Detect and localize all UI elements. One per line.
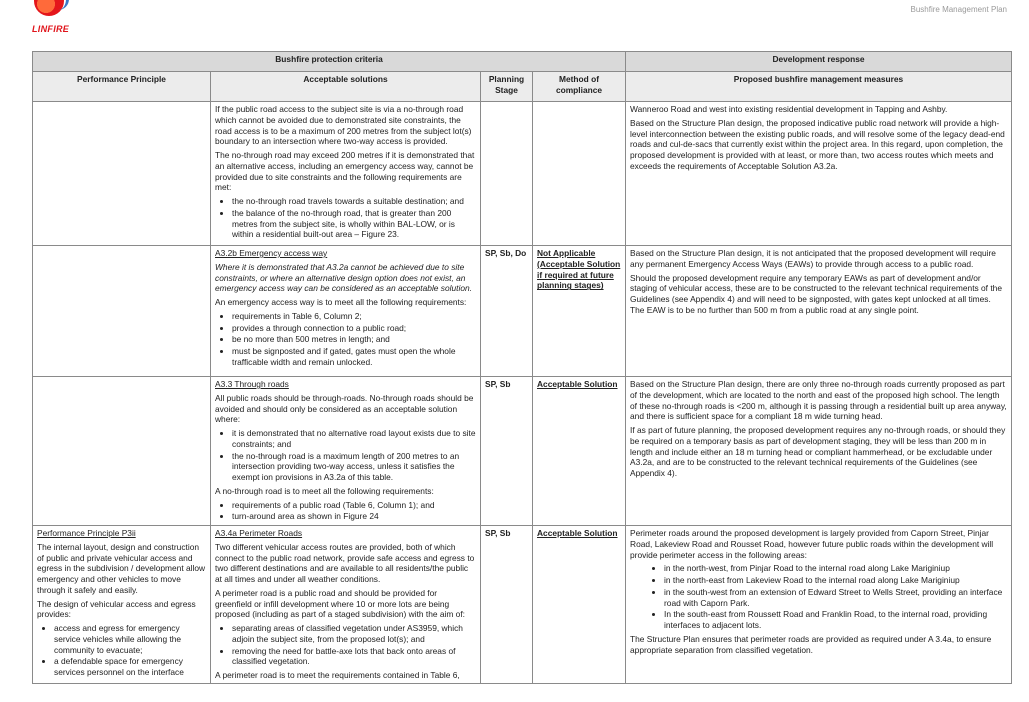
stage-column-header: Planning Stage [481, 72, 533, 102]
list-item: • requirements of a public road (Table 6, Column 1); and [232, 500, 476, 511]
list-item: • in the south-west from an extension of Edward Street to Wells Street, providing an interface road with Caporn Park. [664, 587, 1007, 609]
solution-text: All public roads should be through-roads. No-through roads should be avoided and should only be considered as an acceptable solution where: [215, 392, 474, 425]
list-item: • separating areas of classified vegetation under AS3959, which adjoin the subject site, from the proposed lot(s); and [232, 623, 476, 645]
solution-list [215, 623, 476, 667]
list-item: • In the south-east from Roussett Road and Franklin Road, to the internal road, providing interfaces to adjacent lots. [664, 609, 1007, 631]
solution-list [215, 311, 476, 368]
principle-column-header: Performance Principle [33, 72, 211, 102]
stage-cell: SP, Sb [481, 377, 533, 526]
method-cell [533, 102, 626, 246]
measures-column-header: Proposed bushfire management measures [626, 72, 1012, 102]
measures-cell [626, 246, 1012, 377]
list-item: • a defendable space for emergency services personnel on the interface [54, 656, 206, 678]
solutions-column-header: Acceptable solutions [211, 72, 481, 102]
list-item: • requirements in Table 6, Column 2; [232, 311, 476, 322]
solution-title: A3.2b Emergency access way [215, 248, 328, 258]
solution-text: An emergency access way is to meet all the following requirements: [215, 297, 467, 307]
measures-cell [626, 377, 1012, 526]
solutions-cell [211, 246, 481, 377]
group-header-row [33, 52, 1012, 72]
measures-cell [626, 102, 1012, 246]
solutions-cell [211, 102, 481, 246]
table-row [33, 377, 1012, 526]
solution-list [215, 500, 476, 523]
criteria-group-header: Bushfire protection criteria [33, 52, 626, 72]
solutions-cell [211, 526, 481, 684]
principle-list [37, 623, 206, 678]
column-header-row [33, 72, 1012, 102]
solution-list [215, 428, 476, 483]
principle-text: The design of vehicular access and egress provides: [37, 598, 196, 620]
solutions-cell [211, 377, 481, 526]
solution-text: A no-through road is to meet all the following requirements: [215, 485, 434, 496]
measure-text: Wanneroo Road and west into existing residential development in Tapping and Ashby. [630, 104, 948, 114]
solution-text: Two different vehicular access routes are provided, both of which connect to the public road network, provide safe access and egress to two different destinations and are available to all residents/the public at all times and under all weather conditions. [215, 541, 475, 584]
principle-cell [33, 377, 211, 526]
measure-text: Perimeter roads around the proposed development is largely provided from Caporn Street, Pinjar Road, Lakeview Road and Rousset Road, however future public roads within the development will provide perimeter access in the following areas: [630, 528, 994, 560]
measure-text: If as part of future planning, the proposed development requires any no-through roads, or should they be required on a temporary basis as part of development staging, they will be less than 200 m in length and include either an 18 m turning head or compliant hammerhead, or be excludable under A3.2a, and are to be constructed to the relevant technical requirements of the Guidelines (see Appendix 4). [630, 425, 1006, 478]
solution-title: A3.3 Through roads [215, 379, 289, 389]
list-item: • in the north-west, from Pinjar Road to the internal road along Lake Mariginiup [664, 563, 1007, 574]
method-column-header: Method of compliance [533, 72, 626, 102]
list-item: • provides a through connection to a public road; [232, 323, 476, 334]
measure-text: Based on the Structure Plan design, there are only three no-through roads currently proposed as part of the development, which are located to the north and east of the proposed high school. The length of these no-through roads is <200 m, although it is passing through a residential built up area anyway, and there is sufficient space for a compliant 18 m wide turning head. [630, 379, 1007, 422]
list-item: • removing the need for battle-axe lots that back onto areas of classified vegetation. [232, 646, 476, 668]
principle-title: Performance Principle P3ii [37, 528, 136, 538]
bushfire-criteria-table [32, 51, 1012, 684]
method-detail: (Acceptable Solution if required at future planning stages) [537, 258, 621, 291]
principle-cell [33, 526, 211, 684]
response-group-header: Development response [626, 52, 1012, 72]
stage-cell: SP, Sb, Do [481, 246, 533, 377]
table-row [33, 102, 1012, 246]
list-item: • the no-through road travels towards a suitable destination; and [232, 196, 476, 207]
measure-text: Based on the Structure Plan design, it is not anticipated that the proposed development will require any permanent Emergency Access Ways (EAWs) to provide through access to a public road. [630, 248, 996, 269]
principle-cell [33, 102, 211, 246]
measures-cell [626, 526, 1012, 684]
document-title: Bushfire Management Plan [910, 5, 1007, 14]
solution-title: A3.4a Perimeter Roads [215, 528, 303, 538]
principle-text: The internal layout, design and construction of public and private vehicular access and egress in the subdivision / development allow emergency and other vehicles to move through it safely and easily. [37, 541, 206, 595]
method-cell [533, 246, 626, 377]
measure-text: Based on the Structure Plan design, the proposed indicative public road network will provide a high-level interconnection between the existing public roads, and will resolve some of the legacy dead-end roads and cul-de-sacs that currently exist within the project area. In this regard, upon completion, the proposed development is provided with at least, or more than, two access routes which meets and exceeds the requirements of Acceptable Solution A3.2a. [630, 117, 1005, 171]
solution-text: A perimeter road is a public road and should be provided for greenfield or infill development where 10 or more lots are being proposed (including as part of a staged subdivision) with the aim of: [215, 587, 465, 620]
list-item: • in the north-east from Lakeview Road to the internal road along Lake Mariginiup [664, 575, 1007, 586]
stage-cell: SP, Sb [481, 526, 533, 684]
table-row [33, 526, 1012, 684]
list-item: • it is demonstrated that no alternative road layout exists due to site constraints; and [232, 428, 476, 450]
logo-text: LINFIRE [32, 24, 70, 34]
list-item: • the no-through road is a maximum length of 200 metres to an intersection providing two-way access, unless it satisfies the exempt ion provisions in A3.2a of this table. [232, 451, 476, 483]
solution-text: If the public road access to the subject site is via a no-through road which cannot be avoided due to demonstrated site constraints, the road access is to be a maximum of 200 metres from the subject lot(s) boundary to an intersection where two-way access is provided. [215, 104, 472, 147]
method-title: Acceptable Solution [537, 528, 618, 538]
list-item: • must be signposted and if gated, gates must open the whole trafficable width and remain unlocked. [232, 346, 476, 368]
method-cell [533, 526, 626, 684]
list-item: • access and egress for emergency service vehicles while allowing the community to evacuate; [54, 623, 206, 655]
solution-text: Where it is demonstrated that A3.2a cannot be achieved due to site constraints, or where an alternative design option does not exist, an emergency access way can be considered as an acceptable solution. [215, 261, 472, 294]
table-row [33, 246, 1012, 377]
solution-list [215, 196, 476, 240]
solution-text: The no-through road may exceed 200 metres if it is demonstrated that an alternative access, including an emergency access way, cannot be provided due to site constraints and the following requirements are met: [215, 150, 475, 193]
measure-text: The Structure Plan ensures that perimeter roads are provided as required under A 3.4a, to ensure appropriate separation from classified vegetation. [630, 633, 992, 655]
list-item: • be no more than 500 metres in length; and [232, 334, 476, 345]
method-cell [533, 377, 626, 526]
solution-text: A perimeter road is to meet the requirements contained in Table 6, [215, 670, 460, 680]
list-item: • the balance of the no-through road, that is greater than 200 metres from the subject site, is wholly within BAL-LOW, or is within a residential built-out area – Figure 23. [232, 208, 476, 240]
measure-text: Should the proposed development require any temporary EAWs as part of development and/or staging of vehicular access, these are to be constructed to the relevant technical requirements of the Guidelines (see Appendix 4) and will need to be signposted, with gates kept unlocked at all times. The EAW is to be no further than 500 m from a public road at any single point. [630, 272, 1002, 315]
measure-list [630, 563, 1007, 631]
stage-cell [481, 102, 533, 246]
principle-cell [33, 246, 211, 377]
method-title: Acceptable Solution [537, 379, 618, 389]
method-title: Not Applicable [537, 248, 596, 258]
list-item: • turn-around area as shown in Figure 24 [232, 511, 476, 522]
